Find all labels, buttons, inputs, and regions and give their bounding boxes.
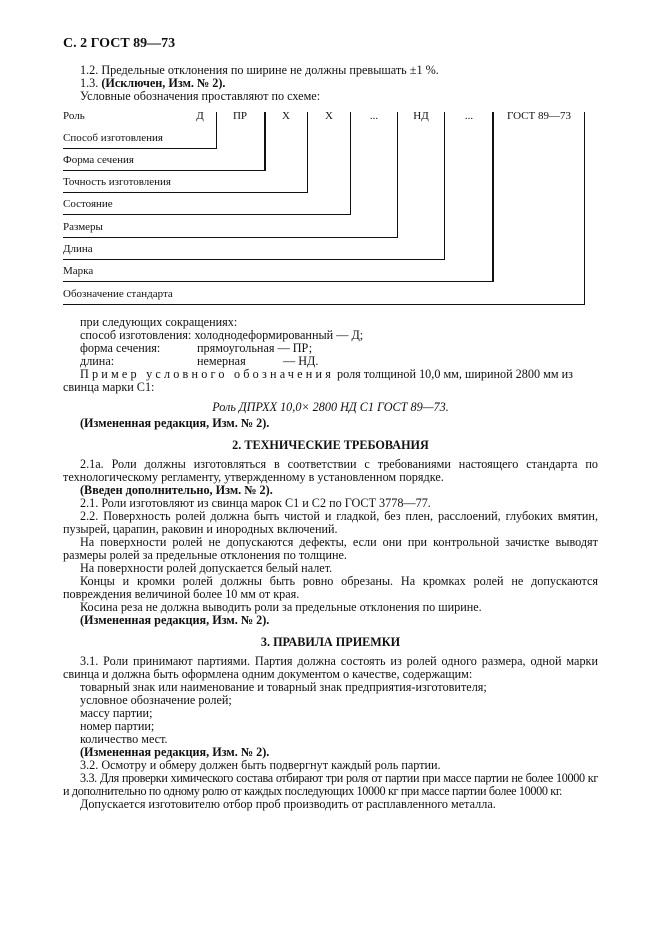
scheme-row-label: Размеры	[63, 221, 103, 233]
list-item: массу партии;	[80, 706, 153, 720]
paragraph-ends: Концы и кромки ролей должны быть ровно обрезаны. На кромках ролей не допускаются повреждения величиной более 10 мм от края.	[63, 574, 598, 601]
scheme-row-label: Точность изготовления	[63, 176, 171, 188]
scheme-hline	[63, 170, 266, 171]
scheme-vline	[397, 112, 398, 238]
abbreviation-value: холоднодеформированный	[194, 328, 334, 342]
abbreviation-item-value	[197, 342, 312, 355]
section-2-title: 2. ТЕХНИЧЕСКИЕ ТРЕБОВАНИЯ	[232, 438, 429, 452]
scheme-vline	[216, 112, 217, 149]
example-line-1	[80, 368, 573, 381]
list-item: номер партии;	[80, 719, 155, 733]
scheme-row-label: Марка	[63, 265, 94, 277]
scheme-vline	[307, 112, 308, 193]
abbreviation-item	[80, 355, 114, 368]
scheme-code: Д	[196, 110, 204, 122]
clause-3-2: 3.2. Осмотру и обмеру должен быть подвергнут каждый роль партии.	[80, 758, 441, 772]
scheme-row-label: Длина	[63, 243, 93, 255]
paragraph-cut: Косина реза не должна выводить роли за предельные отклонения по ширине.	[80, 600, 482, 614]
section-3-title: 3. ПРАВИЛА ПРИЕМКИ	[260, 635, 401, 649]
list-item: товарный знак или наименование и товарный знак предприятия-изготовителя;	[80, 680, 487, 694]
clause-2-1a-note: (Введен дополнительно, Изм. № 2).	[80, 483, 273, 497]
change-note: (Измененная редакция, Изм. № 2).	[80, 745, 270, 759]
clause-3-3: 3.3. Для проверки химического состава отбирают три роля от партии при массе партии не более 10000 кг и дополнительно по одному ролю от каждых последующих 10000 кг при массе партии более 10000 кг.	[63, 771, 598, 798]
page-header: С. 2 ГОСТ 89—73	[63, 36, 176, 51]
scheme-vline	[444, 112, 445, 260]
scheme-code: НД	[413, 110, 429, 122]
scheme-row-label: Форма сечения	[63, 154, 134, 166]
scheme-hline	[63, 259, 445, 260]
list-item: количество мест.	[80, 732, 168, 746]
paragraph-samples: Допускается изготовителю отбор проб производить от расплавленного металла.	[80, 797, 496, 811]
designation-scheme	[0, 0, 661, 320]
scheme-vline	[264, 112, 266, 171]
scheme-hline	[63, 281, 494, 282]
abbreviation-label: способ изготовления:	[80, 328, 192, 342]
clause-2-1: 2.1. Роли изготовляют из свинца марок С1 и С2 по ГОСТ 3778—77.	[80, 496, 431, 510]
scheme-hline	[63, 148, 217, 149]
abbreviation-label: длина:	[80, 354, 115, 368]
scheme-code: ...	[464, 110, 474, 122]
scheme-hline	[63, 237, 398, 238]
paragraph-white-coating: На поверхности ролей допускается белый налет.	[80, 561, 333, 575]
abbreviation-code: — Д;	[336, 328, 364, 342]
example-line-2: свинца марки С1:	[63, 380, 155, 394]
scheme-first-label: Роль	[63, 110, 85, 122]
clause-1-3-number: 1.3.	[80, 76, 99, 90]
scheme-hline	[63, 214, 351, 215]
clause-2-2: 2.2. Поверхность ролей должна быть чистой и гладкой, без плен, расслоений, глубоких вмятин, пузырей, царапин, раковин и инородных включений.	[63, 509, 598, 536]
example-designation: Роль ДПРХХ 10,0× 2800 НД С1 ГОСТ 89—73.	[212, 400, 449, 414]
paragraph-defects: На поверхности ролей не допускаются дефекты, если они при контрольной зачистке выводят размеры ролей за предельные отклонения по толщине.	[63, 535, 598, 562]
scheme-vline	[492, 112, 494, 282]
abbreviation-label: форма сечения:	[80, 341, 161, 355]
example-text: роля толщиной 10,0 мм, шириной 2800 мм из	[337, 367, 573, 381]
scheme-row-label: Состояние	[63, 198, 113, 210]
scheme-code: Х	[282, 110, 290, 122]
scheme-hline	[63, 192, 308, 193]
scheme-row-label: Обозначение стандарта	[63, 288, 173, 300]
abbreviation-item	[80, 342, 160, 355]
abbreviation-item-code: — НД.	[283, 354, 319, 368]
scheme-intro: Условные обозначения проставляют по схеме:	[80, 89, 321, 103]
example-spaced-lead: Пример условного обозначения	[80, 367, 334, 381]
abbreviation-item-value: немерная	[197, 354, 246, 368]
change-note: (Измененная редакция, Изм. № 2).	[80, 416, 270, 430]
change-note: (Измененная редакция, Изм. № 2).	[80, 613, 270, 627]
scheme-code: Х	[325, 110, 333, 122]
clause-1-3-note: (Исключен, Изм. № 2).	[101, 76, 226, 90]
scheme-hline	[63, 304, 585, 305]
scheme-vline	[350, 112, 351, 215]
scheme-vline	[584, 112, 585, 305]
scheme-code: ПР	[232, 110, 248, 122]
scheme-code: ...	[369, 110, 379, 122]
clause-1-2: 1.2. Предельные отклонения по ширине не должны превышать ±1 %.	[80, 63, 439, 77]
abbreviation-code: — ПР;	[277, 341, 313, 355]
abbreviation-item	[80, 329, 363, 342]
list-item: условное обозначение ролей;	[80, 693, 232, 707]
abbreviation-value: прямоугольная	[197, 341, 275, 355]
clause-3-1: 3.1. Роли принимают партиями. Партия должна состоять из ролей одного размера, одной марки свинца и должна быть оформлена одним документом о качестве, содержащим:	[63, 654, 598, 681]
scheme-row-label: Способ изготовления	[63, 132, 163, 144]
scheme-code: ГОСТ 89—73	[507, 110, 571, 122]
abbreviations-intro: при следующих сокращениях:	[80, 315, 238, 329]
clause-2-1a: 2.1а. Роли должны изготовляться в соответствии с требованиями настоящего стандарта по технологическому регламенту, утвержденному в установленном порядке.	[63, 457, 598, 484]
